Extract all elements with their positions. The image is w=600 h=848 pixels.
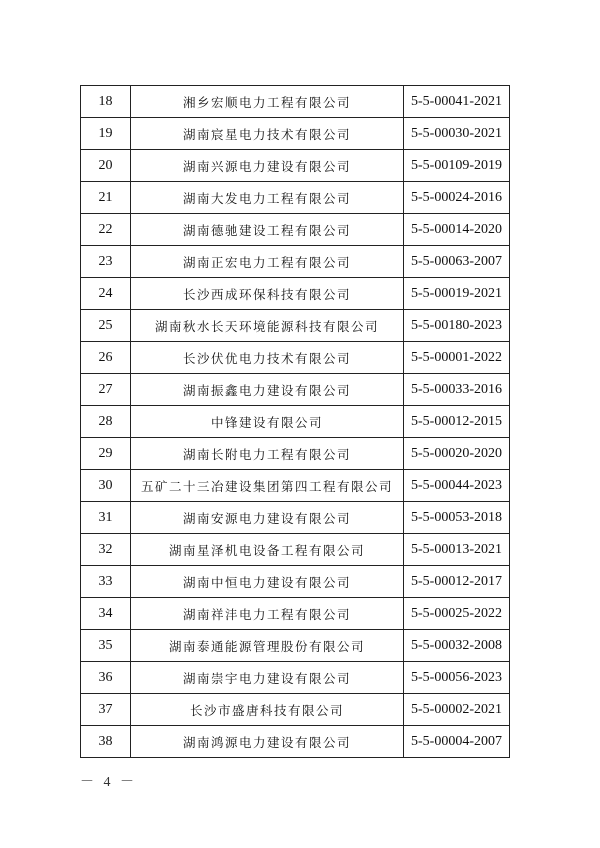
certificate-code-cell: 5-5-00002-2021 (404, 694, 510, 726)
certificate-code-cell: 5-5-00025-2022 (404, 598, 510, 630)
row-number-cell: 21 (81, 182, 131, 214)
row-number-cell: 29 (81, 438, 131, 470)
company-name-cell: 湖南泰通能源管理股份有限公司 (131, 630, 404, 662)
table-row (81, 374, 510, 406)
company-name-cell: 湖南宸星电力技术有限公司 (131, 118, 404, 150)
table-row (81, 310, 510, 342)
certificate-code-cell: 5-5-00032-2008 (404, 630, 510, 662)
row-number-cell: 38 (81, 726, 131, 758)
row-number-cell: 34 (81, 598, 131, 630)
company-name-cell: 湖南安源电力建设有限公司 (131, 502, 404, 534)
table-row (81, 470, 510, 502)
company-name-cell: 长沙伏优电力技术有限公司 (131, 342, 404, 374)
row-number-cell: 24 (81, 278, 131, 310)
company-name-cell: 湖南鸿源电力建设有限公司 (131, 726, 404, 758)
row-number-cell: 23 (81, 246, 131, 278)
certificate-code-cell: 5-5-00109-2019 (404, 150, 510, 182)
table-row (81, 438, 510, 470)
company-name-cell: 湖南德驰建设工程有限公司 (131, 214, 404, 246)
company-name-cell: 湖南正宏电力工程有限公司 (131, 246, 404, 278)
certificate-code-cell: 5-5-00180-2023 (404, 310, 510, 342)
table-row (81, 214, 510, 246)
certificate-code-cell: 5-5-00056-2023 (404, 662, 510, 694)
company-name-cell: 湘乡宏顺电力工程有限公司 (131, 86, 404, 118)
company-name-cell: 中锋建设有限公司 (131, 406, 404, 438)
row-number-cell: 31 (81, 502, 131, 534)
table-row (81, 566, 510, 598)
certificate-code-cell: 5-5-00012-2015 (404, 406, 510, 438)
row-number-cell: 35 (81, 630, 131, 662)
company-name-cell: 湖南兴源电力建设有限公司 (131, 150, 404, 182)
row-number-cell: 22 (81, 214, 131, 246)
table-row (81, 246, 510, 278)
company-name-cell: 湖南大发电力工程有限公司 (131, 182, 404, 214)
certificate-code-cell: 5-5-00020-2020 (404, 438, 510, 470)
table-row (81, 502, 510, 534)
row-number-cell: 26 (81, 342, 131, 374)
row-number-cell: 19 (81, 118, 131, 150)
page-number: － 4 － (80, 775, 137, 790)
company-name-cell: 长沙市盛唐科技有限公司 (131, 694, 404, 726)
table-row (81, 662, 510, 694)
table-row (81, 278, 510, 310)
table-row (81, 182, 510, 214)
certificate-code-cell: 5-5-00014-2020 (404, 214, 510, 246)
certificate-code-cell: 5-5-00019-2021 (404, 278, 510, 310)
row-number-cell: 37 (81, 694, 131, 726)
row-number-cell: 27 (81, 374, 131, 406)
certificate-code-cell: 5-5-00004-2007 (404, 726, 510, 758)
row-number-cell: 30 (81, 470, 131, 502)
company-name-cell: 五矿二十三冶建设集团第四工程有限公司 (131, 470, 404, 502)
row-number-cell: 32 (81, 534, 131, 566)
certificate-code-cell: 5-5-00044-2023 (404, 470, 510, 502)
table-row (81, 342, 510, 374)
table-row (81, 86, 510, 118)
table-row (81, 534, 510, 566)
row-number-cell: 25 (81, 310, 131, 342)
certificate-code-cell: 5-5-00030-2021 (404, 118, 510, 150)
registry-table (80, 85, 510, 758)
table-row (81, 694, 510, 726)
row-number-cell: 18 (81, 86, 131, 118)
table-row (81, 150, 510, 182)
certificate-code-cell: 5-5-00063-2007 (404, 246, 510, 278)
certificate-code-cell: 5-5-00024-2016 (404, 182, 510, 214)
table-row (81, 406, 510, 438)
row-number-cell: 33 (81, 566, 131, 598)
row-number-cell: 36 (81, 662, 131, 694)
certificate-code-cell: 5-5-00001-2022 (404, 342, 510, 374)
company-name-cell: 湖南星泽机电设备工程有限公司 (131, 534, 404, 566)
table-row (81, 630, 510, 662)
company-name-cell: 湖南中恒电力建设有限公司 (131, 566, 404, 598)
company-name-cell: 湖南长附电力工程有限公司 (131, 438, 404, 470)
certificate-code-cell: 5-5-00013-2021 (404, 534, 510, 566)
company-name-cell: 湖南秋水长天环境能源科技有限公司 (131, 310, 404, 342)
row-number-cell: 20 (81, 150, 131, 182)
company-name-cell: 湖南崇宇电力建设有限公司 (131, 662, 404, 694)
table-row (81, 598, 510, 630)
certificate-code-cell: 5-5-00033-2016 (404, 374, 510, 406)
table-row (81, 726, 510, 758)
company-name-cell: 湖南振鑫电力建设有限公司 (131, 374, 404, 406)
table-row (81, 118, 510, 150)
certificate-code-cell: 5-5-00041-2021 (404, 86, 510, 118)
certificate-code-cell: 5-5-00012-2017 (404, 566, 510, 598)
row-number-cell: 28 (81, 406, 131, 438)
certificate-code-cell: 5-5-00053-2018 (404, 502, 510, 534)
registry-table-body (81, 86, 510, 758)
company-name-cell: 湖南祥沣电力工程有限公司 (131, 598, 404, 630)
company-name-cell: 长沙西成环保科技有限公司 (131, 278, 404, 310)
